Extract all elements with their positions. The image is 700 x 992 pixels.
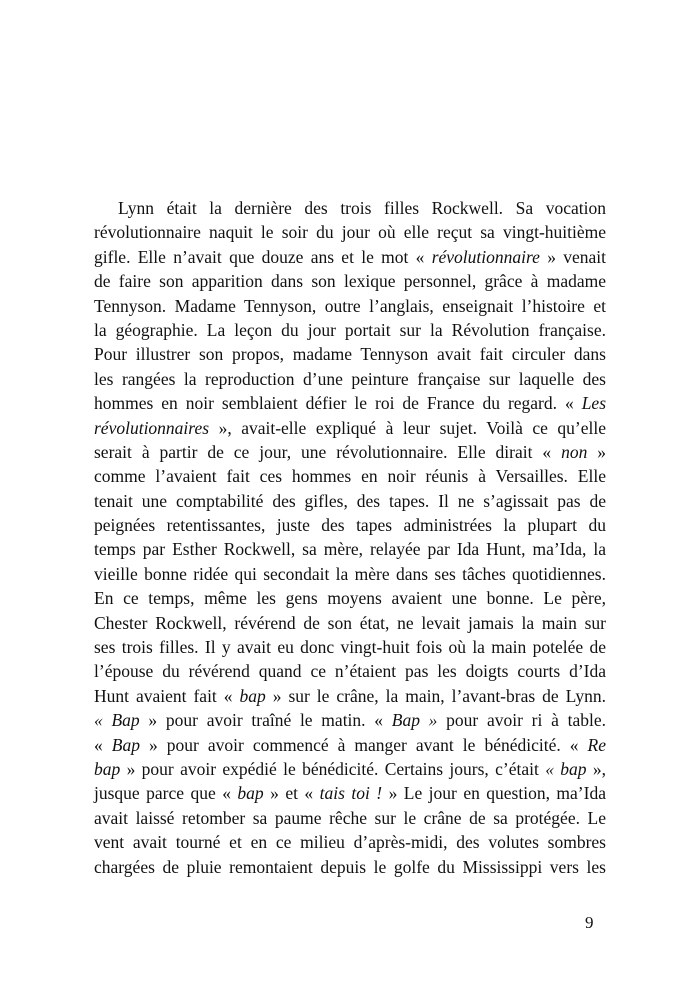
text-line: serait à partir de ce jour, une révolutionnaire. Elle dirait « non » (94, 441, 607, 462)
text-line: Lynn était la dernière des trois filles Rockwell. Sa vocation (118, 198, 606, 218)
text-line: ses trois filles. Il y avait eu donc vingt-huit fois où la main potelée de (94, 637, 606, 658)
text-line: les rangées la reproduction d’une peinture française sur laquelle des (94, 368, 606, 389)
text-line: chargées de pluie remontaient depuis le golfe du Mississippi vers les (94, 856, 606, 877)
text-line: tenait une comptabilité des gifles, des tapes. Il ne s’agissait pas de (94, 490, 606, 511)
text-line: comme l’avaient fait ces hommes en noir réunis à Versailles. Elle (94, 466, 606, 487)
text-line: gifle. Elle n’avait que douze ans et le mot « révolutionnaire » venait (94, 246, 607, 267)
text-line: temps par Esther Rockwell, sa mère, relayée par Ida Hunt, ma’Ida, la (94, 539, 606, 560)
text-line: révolutionnaires », avait-elle expliqué à leur sujet. Voilà ce qu’elle (94, 417, 606, 438)
text-line: jusque parce que « bap » et « tais toi ! » Le jour en question, ma’Ida (94, 783, 606, 804)
text-line: vieille bonne ridée qui secondait la mère dans ses tâches quotidiennes. (94, 563, 606, 584)
text-line: « Bap » pour avoir commencé à manger avant le bénédicité. « Re (94, 734, 606, 755)
text-line: Hunt avaient fait « bap » sur le crâne, la main, l’avant-bras de Lynn. (94, 685, 606, 706)
text-line: bap » pour avoir expédié le bénédicité. Certains jours, c’était « bap », (94, 758, 606, 779)
text-line: « Bap » pour avoir traîné le matin. « Bap » pour avoir ri à table. (94, 710, 606, 731)
text-line: avait laissé retomber sa paume rêche sur le crâne de sa protégée. Le (94, 807, 606, 828)
text-line: vent avait tourné et en ce milieu d’après-midi, des volutes sombres (94, 832, 606, 853)
body-text (94, 196, 606, 879)
text-line: la géographie. La leçon du jour portait sur la Révolution française. (94, 319, 606, 340)
text-line: Chester Rockwell, révérend de son état, ne levait jamais la main sur (94, 612, 606, 633)
text-line: hommes en noir semblaient défier le roi de France du regard. « Les (94, 393, 606, 414)
page-number: 9 (585, 913, 594, 932)
text-line: l’épouse du révérend quand ce n’étaient pas les doigts courts d’Ida (94, 661, 606, 682)
text-line: de faire son apparition dans son lexique personnel, grâce à madame (94, 271, 606, 292)
text-line: En ce temps, même les gens moyens avaient une bonne. Le père, (94, 588, 606, 609)
text-line: Tennyson. Madame Tennyson, outre l’anglais, enseignait l’histoire et (94, 295, 606, 316)
text-line: peignées retentissantes, juste des tapes administrées la plupart du (94, 515, 606, 536)
text-line: révolutionnaire naquit le soir du jour où elle reçut sa vingt-huitième (94, 222, 606, 243)
text-line: Pour illustrer son propos, madame Tennyson avait fait circuler dans (94, 344, 606, 365)
